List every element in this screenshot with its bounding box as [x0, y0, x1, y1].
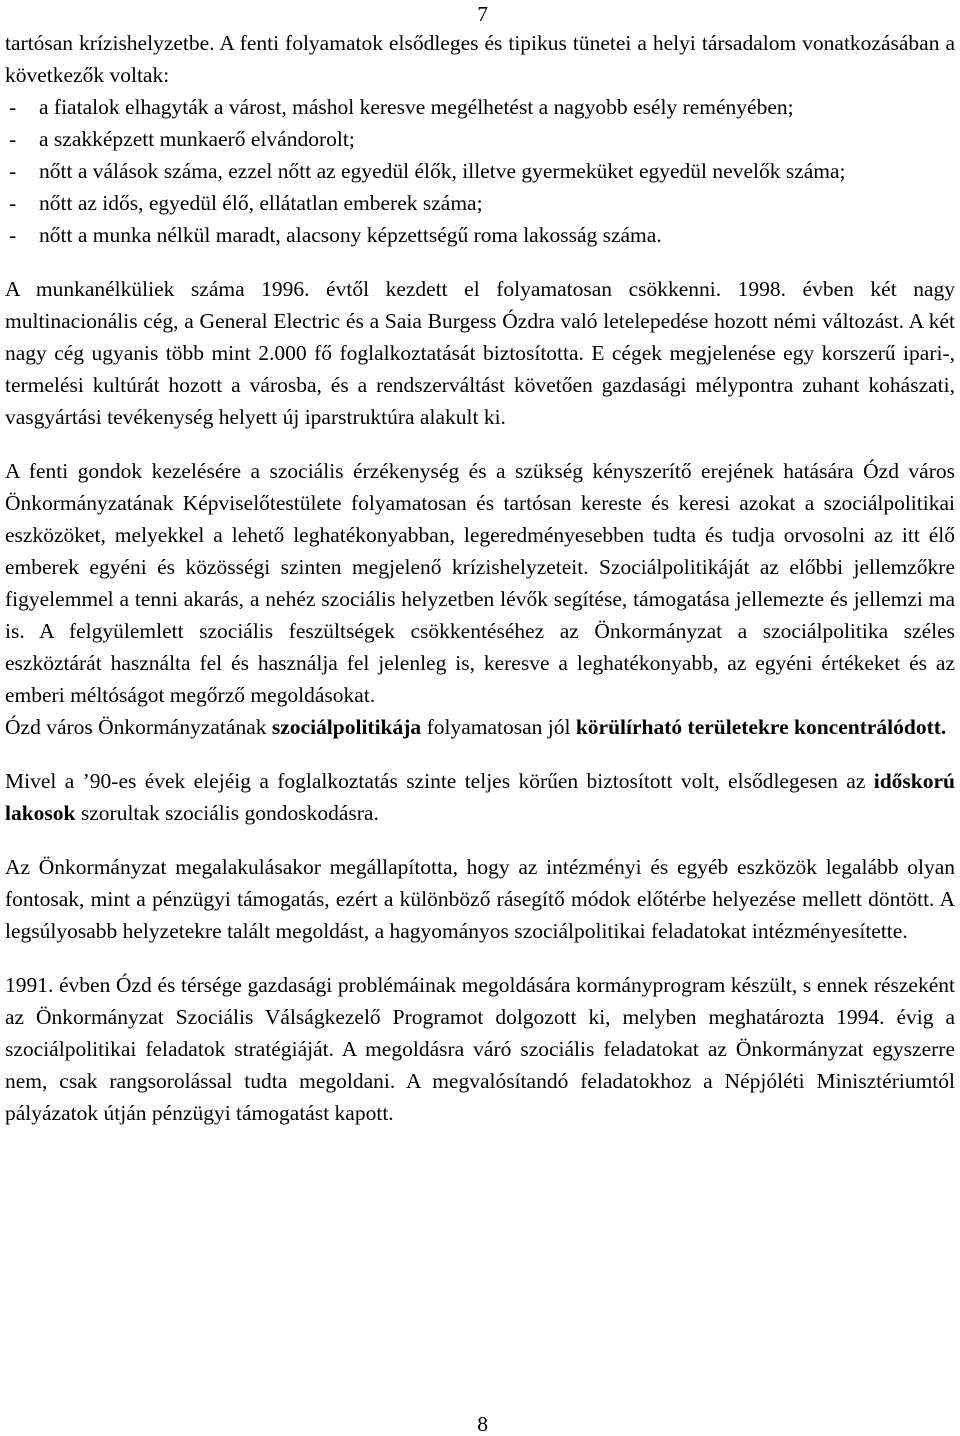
crisis-program-paragraph: 1991. évben Ózd és térsége gazdasági problémáinak megoldására kormányprogram készült, s ennek részeként az Önkormányzat Szociális Válságkezelő Programot dolgozott ki, melyben meghatározta 1994. évig a szociálpolitikai feladatok stratégiáját. A megoldásra váró szociális feladatokat az Önkormányzat egyszerre nem, csak rangsorolással tudta megoldani. A megvalósítandó feladatokhoz a Népjóléti Minisztériumtól pályázatok útján pénzügyi támogatást kapott. [5, 973, 955, 1125]
page-number-top: 7 [477, 2, 488, 26]
page-number-bottom: 8 [477, 1412, 488, 1436]
dash-bullet: - [9, 191, 17, 215]
list-item: - a szakképzett munkaerő elvándorolt; [5, 123, 955, 155]
document-body [5, 27, 955, 1129]
intro-paragraph: tartósan krízishelyzetbe. A fenti folyamatok elsődleges és tipikus tünetei a helyi társadalom vonatkozásában a következők voltak: [5, 31, 955, 87]
consequence-list [5, 91, 955, 251]
social-policy-paragraph: A fenti gondok kezelésére a szociális érzékenység és a szükség kényszerítő erejének hatására Ózd város Önkormányzatának Képviselőtestülete folyamatosan és tartósan kereste és keresi azokat a szociálpolitikai eszközöket, melyekkel a lehető leghatékonyabban, legeredményesebben tudta és tudja orvosolni az itt élő emberek egyéni és közösségi szinten megjelenő krízishelyzeteit. Szociálpolitikáját az előbbi jellemzőkre figyelemmel a tenni akarás, a nehéz szociális helyzetben lévők segítése, támogatása jellemezte és jellemzi ma is. A felgyülemlett szociális feszültségek csökkentéséhez az Önkormányzat a szociálpolitika széles eszköztárát használta fel és használja fel jelenleg is, keresve a leghatékonyabb, az egyéni értékeket és az emberi méltóságot megőrző megoldásokat. [5, 459, 955, 707]
institutions-paragraph: Az Önkormányzat megalakulásakor megállapította, hogy az intézményi és egyéb eszközök legalább olyan fontosak, mint a pénzügyi támogatás, ezért a különböző rásegítő módok előtérbe helyezése mellett döntött. A legsúlyosabb helyzetekre talált megoldást, a hagyományos szociálpolitikai feladatokat intézményesítette. [5, 855, 955, 943]
list-item: - nőtt a válások száma, ezzel nőtt az egyedül élők, illetve gyermeküket egyedül nevelők száma; [5, 155, 955, 187]
dash-bullet: - [9, 127, 17, 151]
list-item: - nőtt az idős, egyedül élő, ellátatlan emberek száma; [5, 187, 955, 219]
focus-areas-paragraph: Ózd város Önkormányzatának szociálpolitikája folyamatosan jól körülírható területekre koncentrálódott. [5, 715, 947, 739]
dash-bullet: - [9, 159, 17, 183]
list-item: - a fiatalok elhagyták a várost, máshol keresve megélhetést a nagyobb esély reményében; [5, 91, 955, 123]
dash-bullet: - [9, 95, 17, 119]
unemployment-paragraph: A munkanélküliek száma 1996. évtől kezdett el folyamatosan csökkenni. 1998. évben két nagy multinacionális cég, a General Electric és a Saia Burgess Ózdra való letelepedése hozott némi változást. A két nagy cég ugyanis több mint 2.000 fő foglalkoztatását biztosította. E cégek megjelenése egy korszerű ipari-, termelési kultúrát hozott a városba, és a rendszerváltást követően gazdasági mélypontra zuhant kohászati, vasgyártási tevékenység helyett új iparstruktúra alakult ki. [5, 277, 955, 429]
list-item: - nőtt a munka nélkül maradt, alacsony képzettségű roma lakosság száma. [5, 219, 955, 251]
dash-bullet: - [9, 223, 17, 247]
elderly-paragraph: Mivel a ’90-es évek elejéig a foglalkoztatás szinte teljes körűen biztosított volt, elsődlegesen az időskorú lakosok szorultak szociális gondoskodásra. [5, 769, 955, 825]
